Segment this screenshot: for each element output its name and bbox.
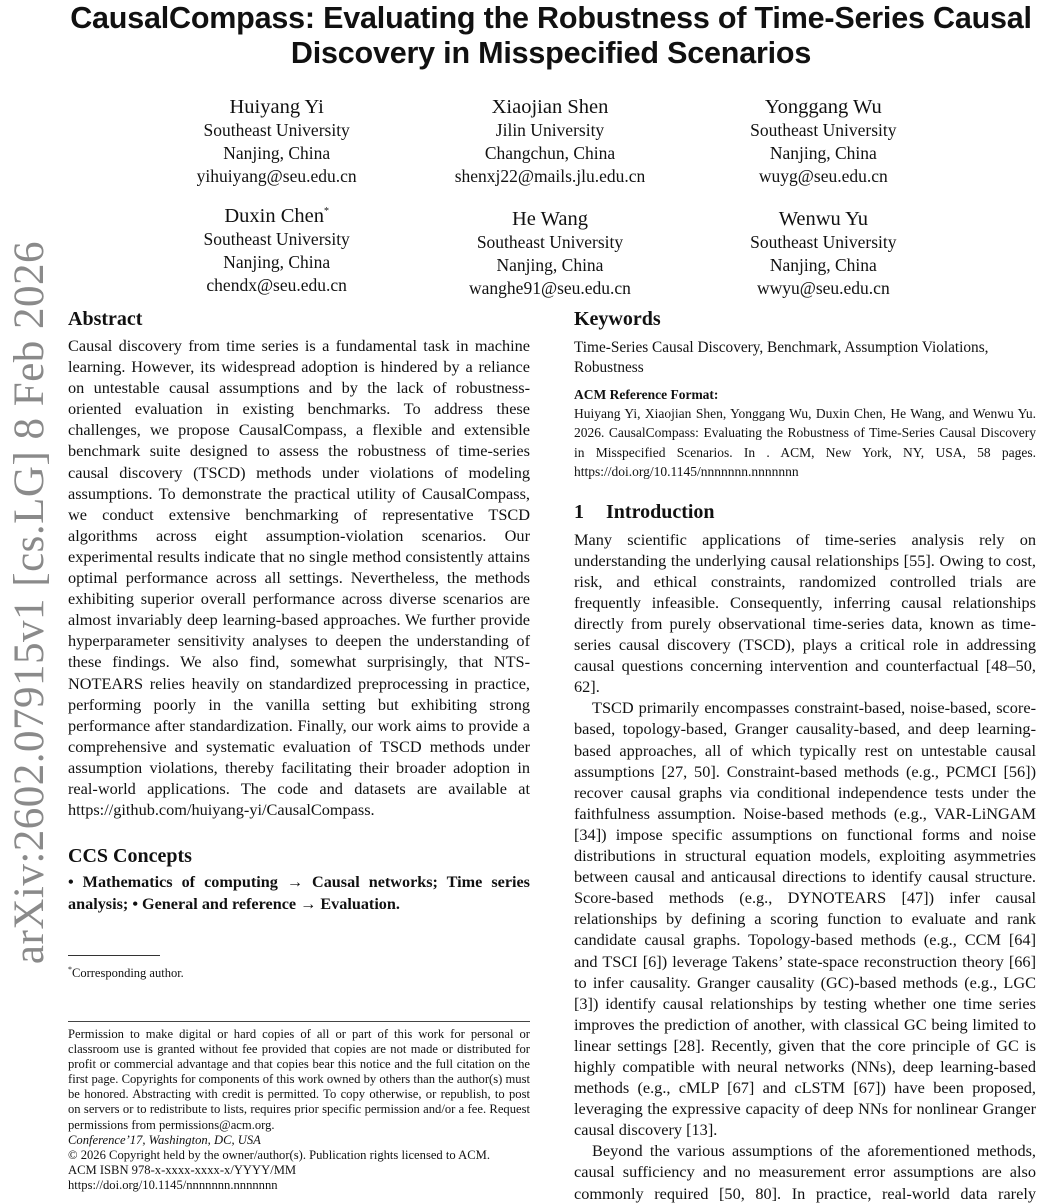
intro-paragraph: Beyond the various assumptions of the aforementioned methods, causal sufficiency and no measurement error assumptions are also commonly required [50, 80]. In practice, real-world data rarely — [574, 1141, 1036, 1203]
author-email[interactable]: shenxj22@mails.jlu.edu.cn — [454, 165, 646, 186]
author-affiliation: Southeast University — [476, 231, 624, 252]
permission-divider — [68, 1021, 530, 1022]
keywords-section — [574, 306, 1036, 378]
section-title: Introduction — [606, 500, 715, 523]
author-affiliation: Southeast University — [203, 119, 350, 140]
author-location: Nanjing, China — [223, 142, 331, 163]
acm-reference-section — [574, 386, 1036, 482]
abstract-section — [68, 306, 530, 820]
acm-reference-heading: ACM Reference Format: — [574, 387, 719, 402]
author-email[interactable]: wwyu@seu.edu.cn — [756, 277, 890, 298]
author-card — [413, 88, 686, 188]
corresponding-author-footnote — [68, 962, 184, 981]
keywords-text: Time-Series Causal Discovery, Benchmark, Assumption Violations, Robustness — [574, 339, 989, 376]
author-location: Changchun, China — [484, 142, 616, 163]
author-card — [687, 200, 960, 300]
author-card — [140, 200, 413, 300]
copyright-notice: © 2026 Copyright held by the owner/author(s). Publication rights licensed to ACM. — [68, 1147, 490, 1162]
author-location: Nanjing, China — [769, 254, 877, 275]
intro-paragraph: TSCD primarily encompasses constraint-based, noise-based, score-based, topology-based, Granger causality-based, and deep learning-based approaches, all of which typically rest on untestable causal assumptions [27, 50]. Constraint-based methods (e.g., PCMCI [56]) recover causal graphs via conditional independence tests under the faithfulness assumption. Noise-based methods (e.g., VAR-LiNGAM [34]) impose specific assumptions on functional forms and noise distributions in structural equation models, exploiting asymmetries between causal and anticausal directions to identify causal structure. Score-based methods (e.g., DYNOTEARS [47]) infer causal relationships by defining a scoring function to evaluate and rank candidate causal graphs. Topology-based methods (e.g., CCM [64] and TSCI [6]) leverage Takens’ state-space reconstruction theory [66] to infer causality. Granger causality (GC)-based methods (e.g., LGC [3]) identify causal relationships by testing whether one time series improves the prediction of another, with classical GC being limited to linear settings [28]. Recently, given that the core principle of GC is highly compatible with neural networks (NNs), deep learning-based methods (e.g., cMLP [67] and cLSTM [67]) have been proposed, leveraging the expressive capacity of deep NNs for nonlinear Granger causal discovery [13]. — [574, 698, 1036, 1140]
abstract-text: Causal discovery from time series is a fundamental task in machine learning. However, its widespread adoption is hindered by a reliance on untestable causal assumptions and by the lack of robustness-oriented evaluation in existing benchmarks. To address these challenges, we propose CausalCompass, a flexible and extensible benchmark suite designed to assess the robustness of time-series causal discovery (TSCD) methods under violations of modeling assumptions. To demonstrate the practical utility of CausalCompass, we conduct extensive benchmarking of representative TSCD algorithms across eight assumption-violation scenarios. Our experimental results indicate that no single method consistently attains optimal performance across all settings. Nevertheless, the methods exhibiting superior overall performance across diverse scenarios are almost invariably deep learning-based approaches. We further provide hyperparameter sensitivity analyses to deepen the understanding of these findings. We also find, somewhat surprisingly, that NTS-NOTEARS relies heavily on standardized preprocessing in practice, performing poorly in the vanilla setting but exhibiting strong performance after standardization. Finally, our work aims to provide a comprehensive and systematic evaluation of TSCD methods under assumption violations, thereby facilitating their broader adoption in real-world applications. The code and datasets are available at https://github.com/huiyang-yi/CausalCompass. — [68, 336, 530, 820]
author-name: Wenwu Yu — [778, 207, 868, 230]
author-name: Yonggang Wu — [764, 95, 882, 118]
footnote-divider — [68, 955, 160, 956]
paper-title: CausalCompass: Evaluating the Robustness of Time-Series Causal Discovery in Misspecified Scenarios — [70, 1, 1032, 70]
conference-venue: Conference’17, Washington, DC, USA — [68, 1132, 261, 1147]
arxiv-stamp-text: arXiv:2602.07915v1 [cs.LG] 8 Feb 2026 — [6, 240, 54, 964]
ccs-concepts-heading: CCS Concepts — [68, 845, 192, 868]
author-location: Nanjing, China — [496, 254, 604, 275]
author-location: Nanjing, China — [769, 142, 877, 163]
author-name: Duxin Chen* — [224, 204, 329, 227]
corresponding-author-mark: * — [323, 205, 329, 217]
author-location: Nanjing, China — [223, 251, 331, 272]
ccs-concepts-text: • Mathematics of computing → Causal networks; Time series analysis; • General and reference → Evaluation. — [68, 873, 530, 913]
left-column — [68, 306, 530, 915]
author-card — [140, 88, 413, 188]
author-block — [140, 88, 960, 300]
author-name: Huiyang Yi — [229, 95, 324, 118]
footnote-text: Corresponding author. — [72, 966, 184, 981]
author-email[interactable]: chendx@seu.edu.cn — [206, 274, 347, 295]
author-affiliation: Southeast University — [750, 231, 897, 252]
author-email[interactable]: wuyg@seu.edu.cn — [758, 165, 888, 186]
author-card — [413, 200, 686, 300]
abstract-heading: Abstract — [68, 308, 143, 330]
author-email[interactable]: yihuiyang@seu.edu.cn — [196, 165, 357, 186]
author-name: He Wang — [512, 207, 588, 230]
intro-paragraph: Many scientific applications of time-series analysis rely on understanding the underlying causal relationships [55]. Owing to cost, risk, and ethical constraints, randomized controlled trials are frequently infeasible. Consequently, inferring causal relationships directly from purely observational time-series data, known as time-series causal discovery (TSCD), plays a critical role in addressing causal questions concerning intervention and counterfactual [48–50, 62]. — [574, 529, 1036, 697]
permission-block — [68, 1027, 530, 1193]
author-card — [687, 88, 960, 188]
section-number: 1 — [574, 500, 584, 523]
keywords-heading: Keywords — [574, 308, 661, 330]
acm-isbn: ACM ISBN 978-x-xxxx-xxxx-x/YYYY/MM — [68, 1162, 297, 1177]
author-affiliation: Jilin University — [495, 119, 605, 140]
ccs-concepts-section — [68, 843, 530, 915]
right-column — [574, 306, 1036, 1204]
author-email[interactable]: wanghe91@seu.edu.cn — [469, 277, 631, 298]
arxiv-identifier-stamp[interactable] — [2, 240, 58, 964]
author-affiliation: Southeast University — [750, 119, 897, 140]
introduction-section — [574, 499, 1036, 1204]
author-affiliation: Southeast University — [203, 228, 350, 249]
footnote-mark: * — [68, 965, 72, 974]
doi-link[interactable]: https://doi.org/10.1145/nnnnnnn.nnnnnnn — [68, 1177, 278, 1192]
permission-text: Permission to make digital or hard copies of all or part of this work for personal or classroom use is granted without fee provided that copies are not made or distributed for profit or commercial advantage and that copies bear this notice and the full citation on the first page. Copyrights for components of this work owned by others than the author(s) must be honored. Abstracting with credit is permitted. To copy otherwise, or republish, to post on servers or to redistribute to lists, requires prior specific permission and/or a fee. Request permissions from permissions@acm.org. — [68, 1027, 530, 1132]
acm-reference-text: Huiyang Yi, Xiaojian Shen, Yonggang Wu, Duxin Chen, He Wang, and Wenwu Yu. 2026. CausalCompass: Evaluating the Robustness of Time-Series Causal Discovery in Misspecified Scenarios. In . ACM, New York, NY, USA, 58 pages. https://doi.org/10.1145/nnnnnnn.nnnnnnn — [574, 406, 1036, 480]
introduction-heading — [574, 499, 1036, 525]
author-name: Xiaojian Shen — [491, 95, 609, 118]
